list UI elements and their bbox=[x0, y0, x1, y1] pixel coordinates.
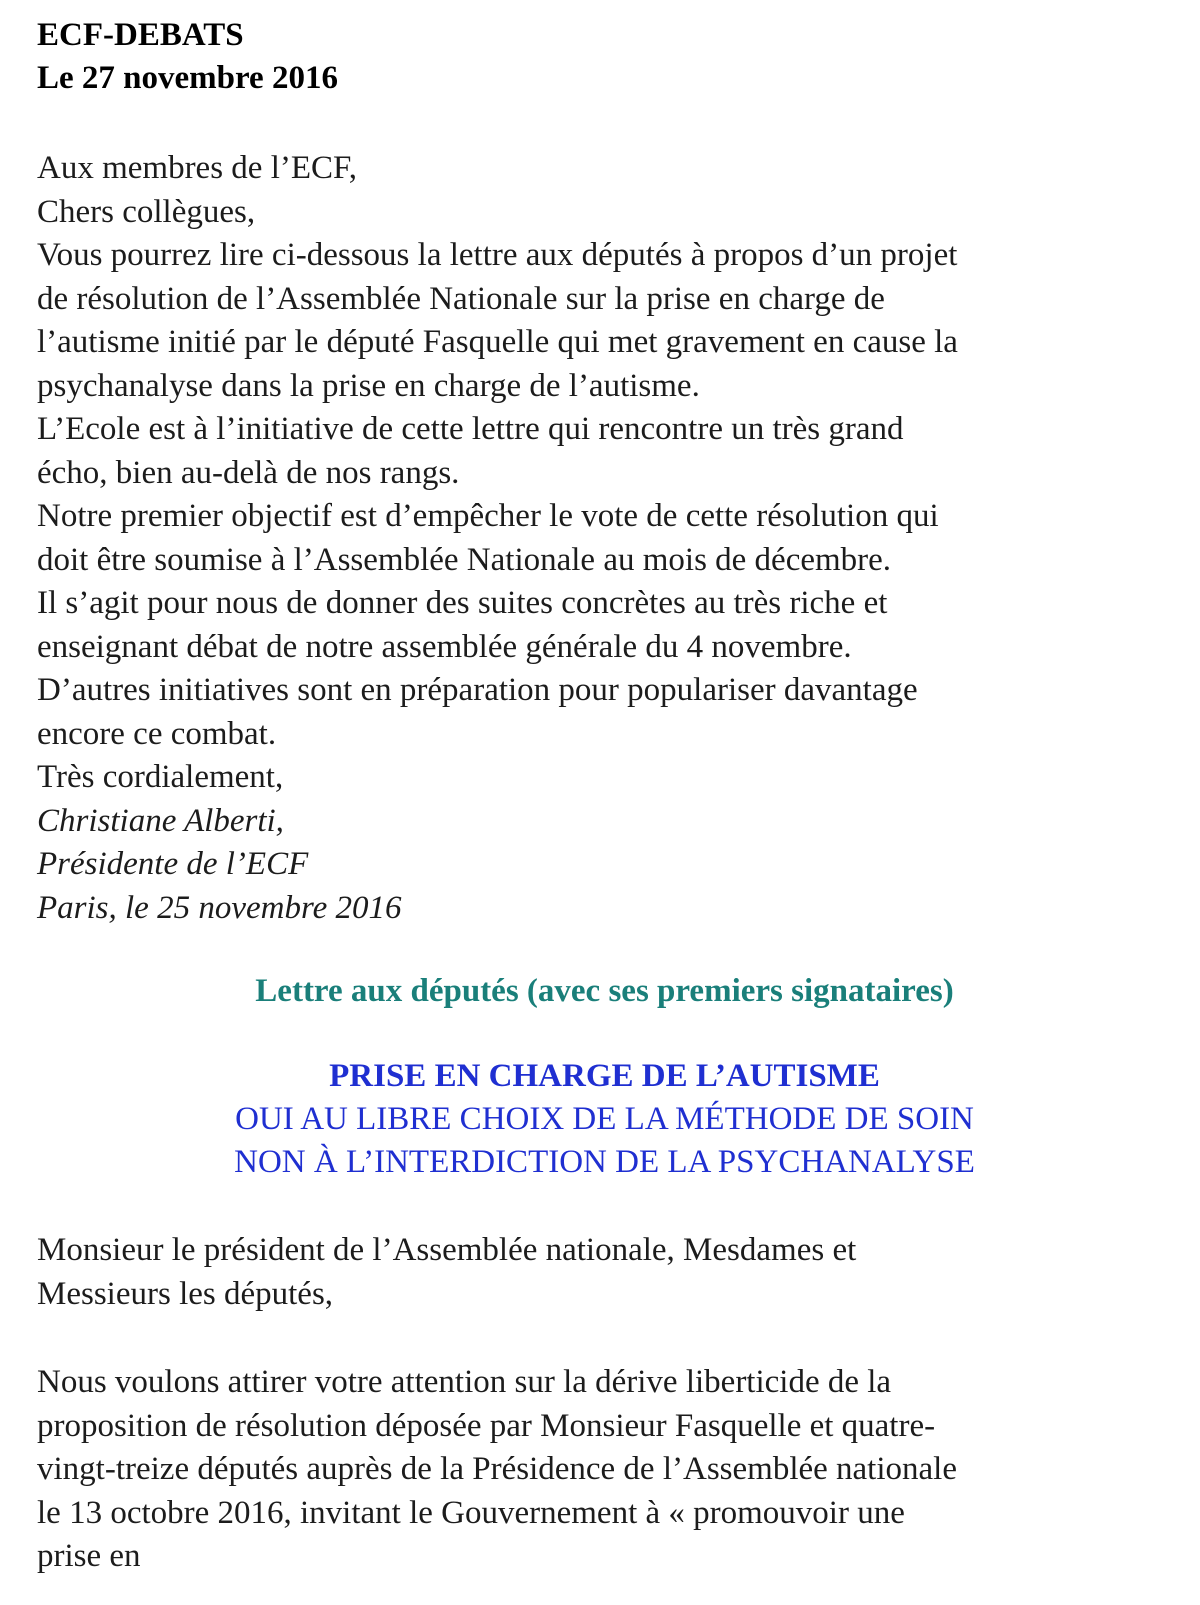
header-date: Le 27 novembre 2016 bbox=[37, 60, 338, 96]
intro-line: encore ce combat. bbox=[37, 715, 277, 752]
headline-autism-care: PRISE EN CHARGE DE L’AUTISME bbox=[329, 1058, 880, 1094]
intro-line: Chers collègues, bbox=[37, 193, 256, 230]
intro-line: Très cordialement, bbox=[37, 759, 284, 795]
paragraph-line: le 13 octobre 2016, invitant le Gouvernement à « promouvoir une bbox=[37, 1494, 905, 1531]
intro-message bbox=[37, 147, 1167, 930]
intro-line: Il s’agit pour nous de donner des suites concrètes au très riche et bbox=[37, 585, 888, 621]
intro-line: Aux membres de l’ECF, bbox=[37, 150, 357, 186]
intro-line: Vous pourrez lire ci-dessous la lettre aux députés à propos d’un projet bbox=[37, 237, 958, 273]
paragraph-line: proposition de résolution déposée par Monsieur Fasquelle et quatre- bbox=[37, 1407, 936, 1444]
intro-line: L’Ecole est à l’initiative de cette lettre qui rencontre un très grand bbox=[37, 411, 904, 447]
letter-paragraph bbox=[37, 1361, 1167, 1579]
intro-line: écho, bien au-delà de nos rangs. bbox=[37, 454, 460, 491]
paragraph-line: prise en bbox=[37, 1538, 141, 1574]
signature-role: Présidente de l’ECF bbox=[37, 846, 309, 882]
intro-line: l’autisme initié par le député Fasquelle qui met gravement en cause la bbox=[37, 324, 958, 360]
signature-place-date: Paris, le 25 novembre 2016 bbox=[37, 889, 402, 926]
intro-line: D’autres initiatives sont en préparation pour populariser davantage bbox=[37, 672, 918, 708]
intro-line: Notre premier objectif est d’empêcher le vote de cette résolution qui bbox=[37, 498, 939, 534]
salutation-line: Monsieur le président de l’Assemblée nationale, Mesdames et bbox=[37, 1232, 857, 1268]
salutation-line: Messieurs les députés, bbox=[37, 1275, 334, 1312]
paragraph-line: vingt-treize députés auprès de la Présidence de l’Assemblée nationale bbox=[37, 1451, 957, 1487]
letter-headline bbox=[37, 1055, 1167, 1184]
letter-title: Lettre aux députés (avec ses premiers signataires) bbox=[255, 973, 954, 1009]
headline-free-choice: OUI AU LIBRE CHOIX DE LA MÉTHODE DE SOIN bbox=[235, 1101, 974, 1137]
intro-line: doit être soumise à l’Assemblée Nationale au mois de décembre. bbox=[37, 541, 892, 578]
intro-line: de résolution de l’Assemblée Nationale sur la prise en charge de bbox=[37, 280, 885, 317]
intro-line: psychanalyse dans la prise en charge de l’autisme. bbox=[37, 367, 700, 404]
letter-salutation bbox=[37, 1229, 1167, 1316]
headline-no-ban: NON À L’INTERDICTION DE LA PSYCHANALYSE bbox=[234, 1144, 975, 1180]
document-page bbox=[37, 14, 1167, 1579]
signature-name: Christiane Alberti, bbox=[37, 802, 284, 839]
paragraph-line: Nous voulons attirer votre attention sur la dérive liberticide de la bbox=[37, 1364, 892, 1400]
document-header bbox=[37, 14, 1167, 100]
header-title: ECF-DEBATS bbox=[37, 17, 244, 53]
intro-line: enseignant débat de notre assemblée générale du 4 novembre. bbox=[37, 628, 852, 665]
